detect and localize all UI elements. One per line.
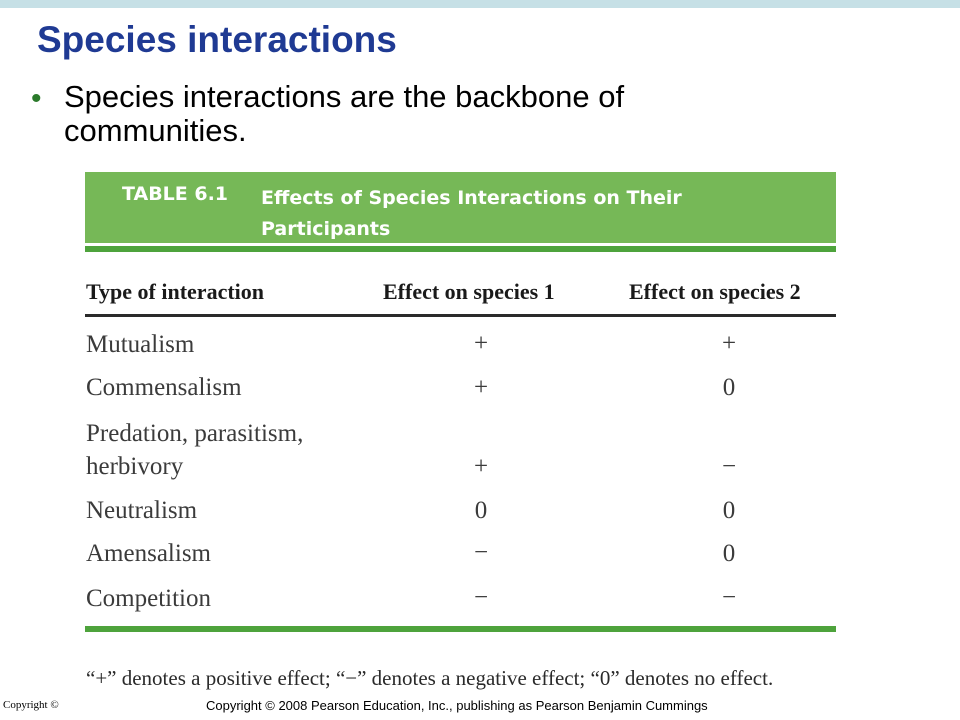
row-effect-1: 0 — [474, 497, 488, 524]
row-effect-1: + — [473, 374, 489, 401]
row-effect-2: − — [721, 584, 737, 611]
column-header-type: Type of interaction — [86, 279, 265, 304]
row-effect-2: 0 — [722, 497, 736, 524]
row-effect-1: − — [473, 584, 489, 611]
table-bottom-rule — [85, 626, 836, 632]
column-header-effect-2: Effect on species 2 — [629, 279, 801, 304]
row-type-label: Mutualism — [86, 331, 195, 358]
table-header-rule — [85, 246, 836, 252]
slide-title: Species interactions — [37, 19, 397, 60]
table-caption: Effects of Species Interactions on Their Participants — [261, 187, 682, 240]
bullet-text: Species interactions are the backbone of communities. — [64, 79, 625, 148]
row-effect-1: + — [473, 453, 489, 480]
row-effect-1: + — [473, 330, 489, 357]
row-type-label: Competition — [86, 585, 211, 612]
row-type-label-line-1: Predation, parasitism, — [86, 420, 304, 447]
row-effect-2: 0 — [722, 374, 736, 401]
copyright-footer: Copyright © 2008 Pearson Education, Inc., publishing as Pearson Benjamin Cummings — [206, 698, 708, 713]
row-effect-1: − — [473, 539, 489, 566]
table-header-band — [85, 172, 836, 243]
table-footnote: “+” denotes a positive effect; “−” denotes a negative effect; “0” denotes no effect. — [86, 666, 774, 690]
row-type-label: Neutralism — [86, 497, 198, 524]
top-accent-bar — [0, 0, 960, 8]
row-type-label: Amensalism — [86, 540, 211, 567]
bullet-dot-icon: • — [31, 82, 42, 115]
column-header-rule — [85, 314, 836, 317]
row-effect-2: − — [721, 453, 737, 480]
copyright-small: Copyright © — [3, 699, 59, 711]
row-type-label-line-2: herbivory — [86, 453, 184, 480]
row-type-label: Commensalism — [86, 374, 242, 401]
column-header-effect-1: Effect on species 1 — [383, 279, 555, 304]
row-effect-2: 0 — [722, 540, 736, 567]
row-effect-2: + — [721, 330, 737, 357]
table-number: TABLE 6.1 — [122, 183, 229, 205]
